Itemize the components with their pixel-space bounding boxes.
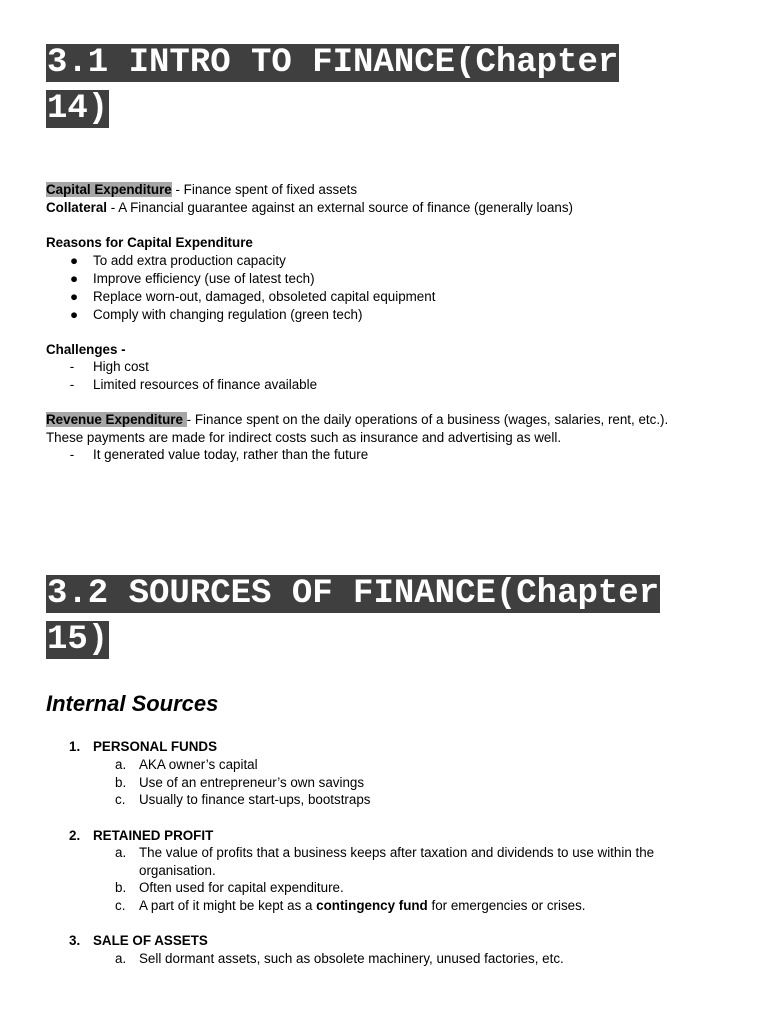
collateral-term: Collateral xyxy=(46,200,108,215)
dash-icon: - xyxy=(69,447,75,462)
heading-line-1: 3.2 SOURCES OF FINANCE(Chapter xyxy=(47,575,660,613)
list-item: Often used for capital expenditure. xyxy=(139,880,344,895)
list-number: 2. xyxy=(69,828,81,843)
list-item xyxy=(139,897,586,915)
internal-sources-heading: Internal Sources xyxy=(46,691,219,716)
bullet-icon: ● xyxy=(69,289,79,304)
reasons-heading: Reasons for Capital Expenditure xyxy=(46,235,253,250)
list-item: Usually to finance start-ups, bootstraps xyxy=(139,792,371,807)
reason-item: To add extra production capacity xyxy=(93,253,286,268)
challenge-item: Limited resources of finance available xyxy=(93,377,318,392)
sub-letter: a. xyxy=(115,757,127,772)
sub-letter: a. xyxy=(115,951,127,966)
bullet-icon: ● xyxy=(69,271,79,286)
revenue-note: It generated value today, rather than the future xyxy=(93,447,369,462)
personal-funds-title: PERSONAL FUNDS xyxy=(93,739,218,754)
list-number: 3. xyxy=(69,933,81,948)
list-item: The value of profits that a business keeps after taxation and dividends to use within the xyxy=(139,845,655,860)
revenue-expenditure-text: - Finance spent on the daily operations of a business (wages, salaries, rent, etc.). xyxy=(186,412,669,427)
reason-item: Comply with changing regulation (green tech) xyxy=(93,307,363,322)
contingency-fund-term: contingency fund xyxy=(316,898,428,913)
challenge-item: High cost xyxy=(93,359,149,374)
section-heading-3-1 xyxy=(46,40,619,86)
section-heading-3-1-cont xyxy=(46,86,109,132)
list-number: 1. xyxy=(69,739,81,754)
list-item-continued: organisation. xyxy=(139,863,216,878)
reason-item: Improve efficiency (use of latest tech) xyxy=(93,271,315,286)
text-segment: for emergencies or crises. xyxy=(427,898,586,913)
collateral-definition xyxy=(46,199,573,217)
list-item: Use of an entrepreneur’s own savings xyxy=(139,775,365,790)
revenue-expenditure-term: Revenue Expenditure xyxy=(46,412,187,427)
sub-letter: b. xyxy=(115,775,127,790)
bullet-icon: ● xyxy=(69,307,79,322)
list-item: Sell dormant assets, such as obsolete machinery, unused factories, etc. xyxy=(139,951,564,966)
heading-line-2: 15) xyxy=(47,621,109,659)
sale-of-assets-title: SALE OF ASSETS xyxy=(93,933,208,948)
dash-icon: - xyxy=(69,377,75,392)
reason-item: Replace worn-out, damaged, obsoleted capital equipment xyxy=(93,289,436,304)
retained-profit-title: RETAINED PROFIT xyxy=(93,828,214,843)
challenges-heading: Challenges - xyxy=(46,342,126,357)
sub-letter: a. xyxy=(115,845,127,860)
text-segment: A part of it might be kept as a xyxy=(139,898,317,913)
sub-letter: c. xyxy=(115,898,126,913)
sub-letter: c. xyxy=(115,792,126,807)
heading-line-1: 3.1 INTRO TO FINANCE(Chapter xyxy=(47,44,619,82)
sub-letter: b. xyxy=(115,880,127,895)
section-heading-3-2-cont xyxy=(46,617,109,663)
dash-icon: - xyxy=(69,359,75,374)
list-item: AKA owner’s capital xyxy=(139,757,258,772)
bullet-icon: ● xyxy=(69,253,79,268)
revenue-expenditure-definition xyxy=(46,411,668,429)
capital-expenditure-text: - Finance spent of fixed assets xyxy=(175,182,358,197)
capital-expenditure-definition xyxy=(46,181,357,199)
heading-line-2: 14) xyxy=(47,90,109,128)
section-heading-3-2 xyxy=(46,571,660,617)
collateral-text: - A Financial guarantee against an external source of finance (generally loans) xyxy=(107,200,574,215)
capital-expenditure-term: Capital Expenditure xyxy=(46,182,172,197)
revenue-expenditure-continued: These payments are made for indirect costs such as insurance and advertising as well. xyxy=(46,430,562,445)
